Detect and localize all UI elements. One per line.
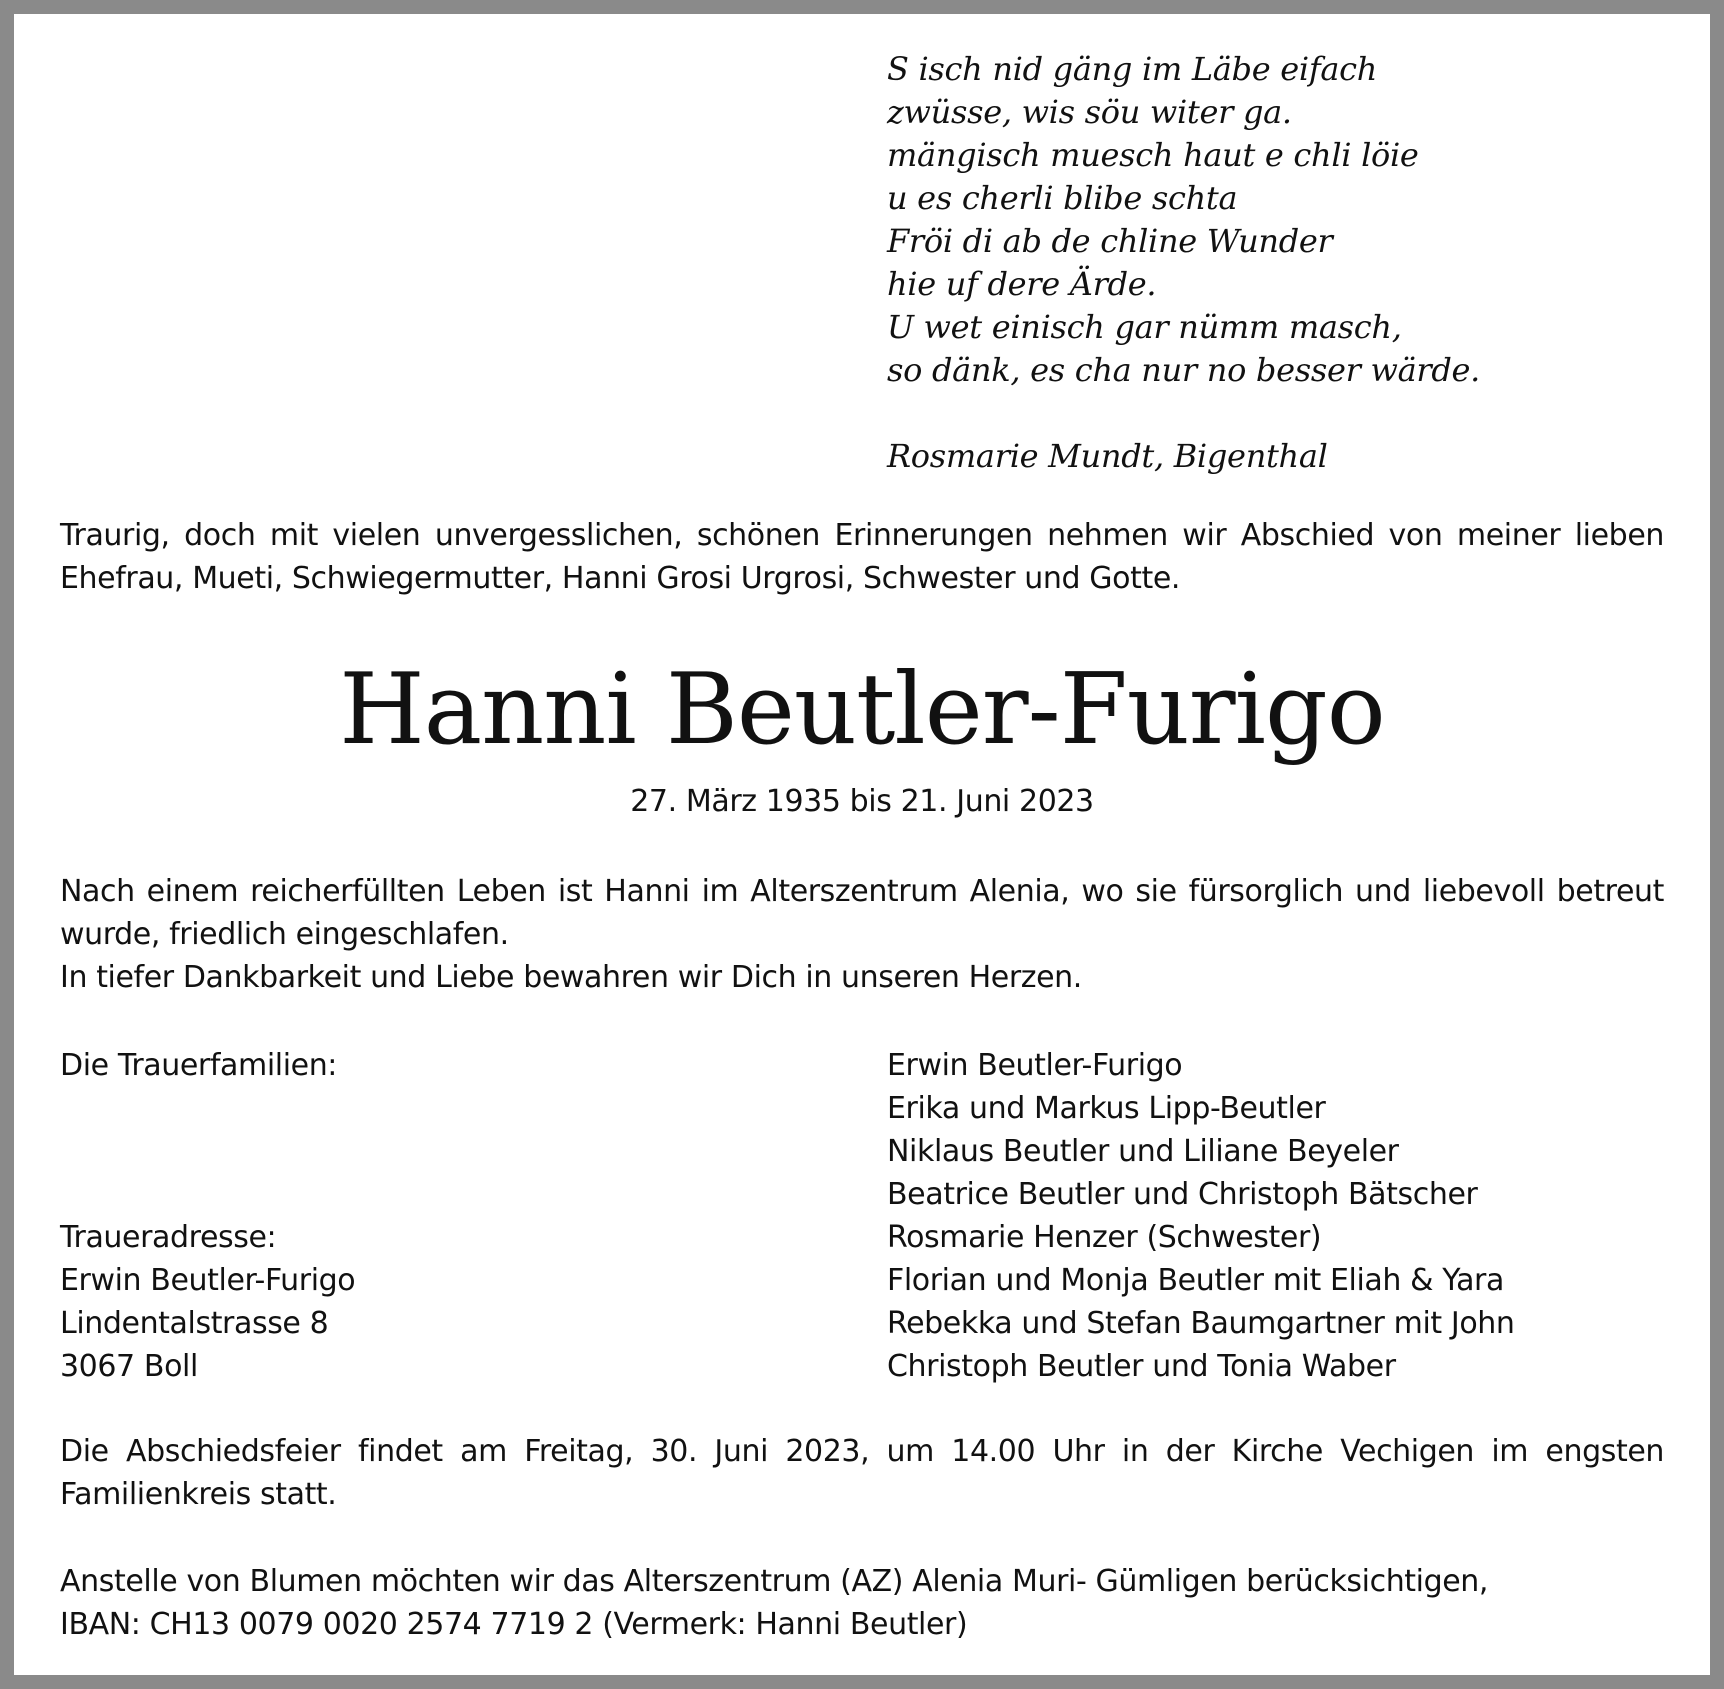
family-member: Rebekka und Stefan Baumgartner mit John [887, 1306, 1515, 1341]
body-closing: In tiefer Dankbarkeit und Liebe bewahren wir Dich in unseren Herzen. [60, 960, 1082, 995]
family-member: Erika und Markus Lipp-Beutler [887, 1091, 1326, 1126]
left-column [60, 1044, 840, 1388]
family-members-list [887, 1044, 1687, 1388]
poem-author: Rosmarie Mundt, Bigenthal [887, 437, 1328, 475]
family-member: Rosmarie Henzer (Schwester) [887, 1220, 1322, 1255]
poem-line: zwüsse, wis söu witer ga. [887, 93, 1292, 131]
obituary-notice [14, 14, 1710, 1675]
donation-iban: IBAN: CH13 0079 0020 2574 7719 2 (Vermerk: Hanni Beutler) [60, 1607, 968, 1642]
address-street: Lindentalstrasse 8 [60, 1306, 329, 1341]
poem [887, 48, 1667, 478]
address-name: Erwin Beutler-Furigo [60, 1263, 356, 1298]
families-label: Die Trauerfamilien: [60, 1048, 338, 1083]
address-label: Traueradresse: [60, 1220, 277, 1255]
body-text [60, 870, 1664, 999]
deceased-name: Hanni Beutler-Furigo [339, 653, 1385, 767]
address-city: 3067 Boll [60, 1349, 198, 1384]
body-paragraph: Nach einem reicherfüllten Leben ist Hanni im Alterszentrum Alenia, wo sie fürsorglich und liebevoll betreut wurde, friedlich eingeschlafen. [60, 874, 1664, 952]
family-member: Erwin Beutler-Furigo [887, 1048, 1183, 1083]
poem-line: u es cherli blibe schta [887, 179, 1238, 217]
donation-info [60, 1560, 1664, 1646]
family-member: Florian und Monja Beutler mit Eliah & Yara [887, 1263, 1504, 1298]
ceremony-info: Die Abschiedsfeier findet am Freitag, 30. Juni 2023, um 14.00 Uhr in der Kirche Vechigen im engsten Familienkreis statt. [60, 1434, 1664, 1512]
family-member: Beatrice Beutler und Christoph Bätscher [887, 1177, 1478, 1212]
poem-line: Fröi di ab de chline Wunder [887, 222, 1333, 260]
family-member: Christoph Beutler und Tonia Waber [887, 1349, 1396, 1384]
intro-text: Traurig, doch mit vielen unvergesslichen, schönen Erinnerungen nehmen wir Abschied von meiner lieben Ehefrau, Mueti, Schwiegermutter, Hanni Grosi Urgrosi, Schwester und Gotte. [60, 518, 1664, 596]
poem-line: U wet einisch gar nümm masch, [887, 308, 1402, 346]
life-dates: 27. März 1935 bis 21. Juni 2023 [630, 784, 1094, 819]
mourning-address [60, 1216, 840, 1388]
family-member: Niklaus Beutler und Liliane Beyeler [887, 1134, 1399, 1169]
donation-text: Anstelle von Blumen möchten wir das Alterszentrum (AZ) Alenia Muri- Gümligen berücksichtigen, [60, 1564, 1489, 1599]
poem-line: mängisch muesch haut e chli löie [887, 136, 1419, 174]
poem-line: hie uf dere Ärde. [887, 265, 1157, 303]
poem-line: so dänk, es cha nur no besser wärde. [887, 351, 1481, 389]
poem-line: S isch nid gäng im Läbe eifach [887, 50, 1378, 88]
